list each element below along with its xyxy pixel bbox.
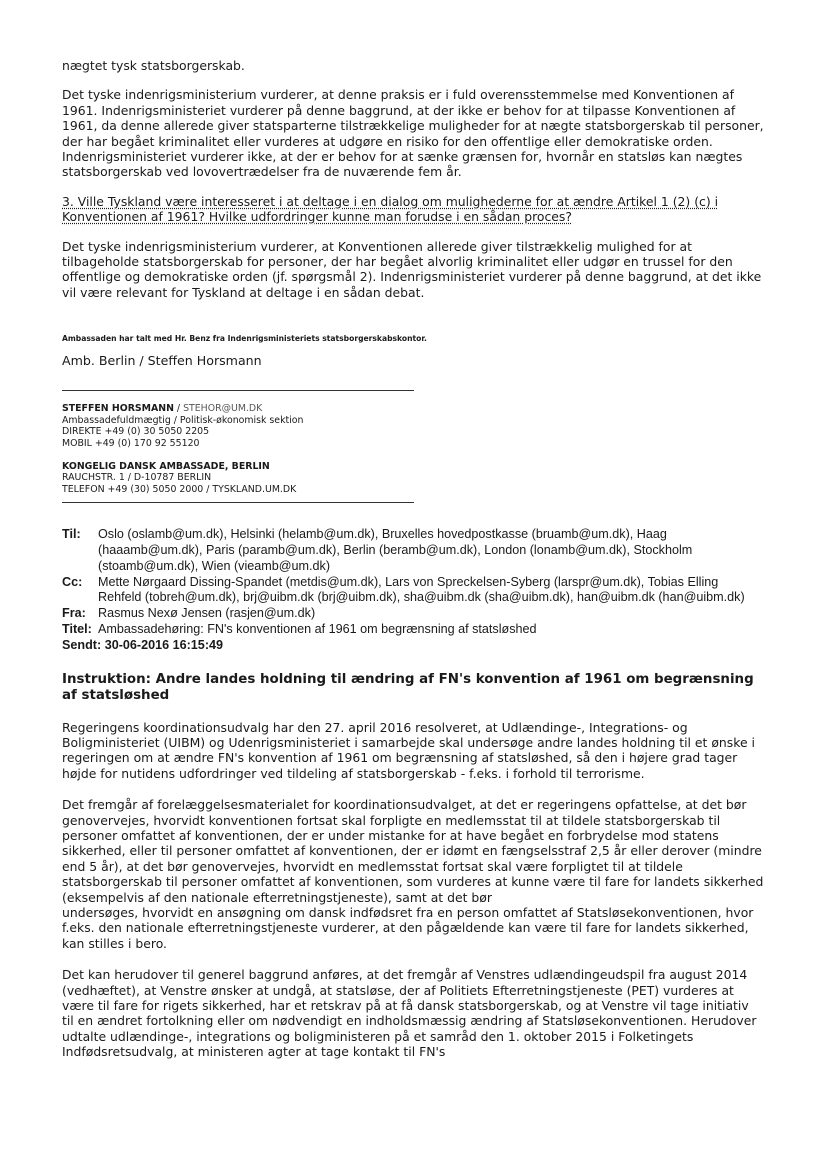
- name-email-separator: /: [173, 403, 184, 415]
- cc-label: Cc:: [62, 574, 83, 589]
- embassy-signature-line: Amb. Berlin / Steffen Horsmann: [62, 353, 262, 369]
- embassy-name: KONGELIG DANSK AMBASSADE, BERLIN: [62, 460, 270, 472]
- question-3: 3. Ville Tyskland være interesseret i at deltage i en dialog om mulighederne for at ændre Artikel 1 (2) (c) i Konventionen af 1961? Hvilke udfordringer kunne man forudse i en sådan proces?: [62, 193, 719, 225]
- email-subject: Ambassadehøring: FN's konventionen af 1961 om begrænsning af statsløshed: [98, 621, 537, 636]
- from-label: Fra:: [62, 606, 86, 621]
- signer-email-link[interactable]: STEHOR@UM.DK: [183, 403, 263, 415]
- to-label: Til:: [62, 527, 81, 542]
- signer-title: Ambassadefuldmægtig / Politisk-økonomisk sektion: [62, 414, 304, 426]
- paragraph-ministry-assessment: Det tyske indenrigsministerium vurderer, at denne praksis er i fuld overensstemmelse med Konventionen af 1961. Indenrigsministeriet vurderer på denne baggrund, at der ikke er behov for at tilpasse Konventionen af 1961, da denne allerede giver statsparterne tilstrækkelige muligheder for at nægte statsborgerskab til personer, der har begået kriminalitet eller vurderes at udgøre en risiko for den offentlige eller demokratiske orden. Indenrigsministeriet vurderer ikke, at der er behov for at sænke grænsen for, hvornår en statsløs kan nægtes statsborgerskab ved lovovertrædelser fra de nuværende fem år.: [62, 87, 764, 180]
- instruction-paragraph-3: Det kan herudover til generel baggrund anføres, at det fremgår af Venstres udlændingeudspil fra august 2014 (vedhæftet), at Venstre ønsker at undgå, at statsløse, der af Politiets Efterretningstjeneste (PET) vurderes at være til fare for rigets sikkerhed, har et retskrav på at få dansk statsborgerskab, og at Venstre vil tage initiativ til en ændret fortolkning eller om nødvendigt en indholdsmæssig ændring af Statsløsekonventionen. Herudover udtalte udlændinge-, integrations og boligministeren på et samråd den 1. oktober 2015 i Folketingets Indfødsretsudvalg, at ministeren agter at tage kontakt til FN's: [62, 967, 757, 1060]
- header-title-row: [62, 622, 764, 638]
- instruction-paragraph-1: Regeringens koordinationsudvalg har den 27. april 2016 resolveret, at Udlændinge-, Integrations- og Boligministeriet (UIBM) og Udenrigsministeriet i samarbejde skal undersøge andre landes holdning til et ønske i regeringen om at ændre FN's konvention af 1961 om begrænsning af statsløshed, så den i højere grad tager højde for nutidens udfordringer ved tildeling af statsborgerskab - f.eks. i forhold til terrorisme.: [62, 719, 755, 781]
- signer-direct-phone: DIREKTE +49 (0) 30 5050 2205: [62, 426, 210, 438]
- instruction-paragraph-2: Det fremgår af forelæggelsesmaterialet for koordinationsudvalget, at det er regeringens opfattelse, at det bør genovervejes, hvorvidt konventionen fortsat skal forpligte en medlemsstat til at tildele statsborgerskab til personer omfattet af konventionen, der er under mistanke for at have begået en forbrydelse mod statens sikkerhed, eller til personer omfattet af konventionen, der er idømt en fængselsstraf 2,5 år eller derover (mindre end 5 år), at det bør genovervejes, hvorvidt en medlemsstat fortsat skal være forpligtet til at tildele statsborgerskab til personer omfattet af konventionen, som vurderes at kunne være til fare for landets sikkerhed (eksempelvis af den nationale efterretningstjeneste), samt at det bør: [62, 797, 764, 905]
- signer-mobile-phone: MOBIL +49 (0) 170 92 55120: [62, 437, 200, 449]
- signature-top-rule: [62, 390, 414, 391]
- embassy-address-block: [62, 461, 764, 495]
- sent-label: Sendt:: [62, 637, 102, 652]
- header-cc-row: [62, 575, 764, 607]
- embassy-phone: TELEFON +49 (30) 5050 2000 / TYSKLAND.UM.DK: [62, 483, 297, 495]
- document-body: [62, 58, 764, 1060]
- title-label: Titel:: [62, 621, 92, 636]
- paragraph-answer-3: Det tyske indenrigsministerium vurderer, at Konventionen allerede giver tilstrækkelig mulighed for at tilbageholde statsborgerskab for personer, der har begået alvorlig kriminalitet eller udgør en trussel for den offentlige og demokratiske orden (jf. spørgsmål 2). Indenrigsministeriet vurderer på denne baggrund, at det ikke vil være relevant for Tyskland at deltage i en sådan debat.: [62, 238, 762, 300]
- embassy-address: RAUCHSTR. 1 / D-10787 BERLIN: [62, 472, 212, 484]
- instruction-heading: Instruktion: Andre landes holdning til ændring af FN's konvention af 1961 om begrænsning af statsløshed: [62, 671, 754, 703]
- email-header: [62, 527, 764, 653]
- instruction-paragraph-2-continued: undersøges, hvorvidt en ansøgning om dansk indfødsret fra en person omfattet af Statsløsekonventionen, hvor f.eks. den nationale efterretningstjeneste vurderer, at den pågældende kan være til fare for landets sikkerhed, kan stilles i bero.: [62, 904, 754, 951]
- signature-block: [62, 403, 764, 449]
- signer-name: STEFFEN HORSMANN: [62, 403, 174, 415]
- to-recipients: Oslo (oslamb@um.dk), Helsinki (helamb@um.dk), Bruxelles hovedpostkasse (bruamb@um.dk), Haag (haaamb@um.dk), Paris (paramb@um.dk), Berlin (beramb@um.dk), London (lonamb@um.dk), Stockholm (stoamb@um.dk), Wien (vieamb@um.dk): [98, 527, 693, 573]
- signature-bottom-rule: [62, 502, 414, 503]
- header-from-row: [62, 606, 764, 622]
- sent-datetime: 30-06-2016 16:15:49: [104, 637, 224, 652]
- cc-recipients: Mette Nørgaard Dissing-Spandet (metdis@um.dk), Lars von Spreckelsen-Syberg (larspr@um.dk), Tobias Elling Rehfeld (tobreh@um.dk), brj@uibm.dk (brj@uibm.dk), sha@uibm.dk (sha@uibm.dk), han@uibm.dk (han@uibm.dk): [98, 574, 745, 605]
- embassy-note: Ambassaden har talt med Hr. Benz fra Indenrigsministeriets statsborgerskabskontor.: [62, 334, 427, 344]
- paragraph-continuation: nægtet tysk statsborgerskab.: [62, 58, 245, 73]
- header-sent-row: [62, 638, 764, 654]
- header-to-row: [62, 527, 764, 574]
- from-sender: Rasmus Nexø Jensen (rasjen@um.dk): [98, 606, 316, 621]
- signature-name-line: [62, 403, 764, 414]
